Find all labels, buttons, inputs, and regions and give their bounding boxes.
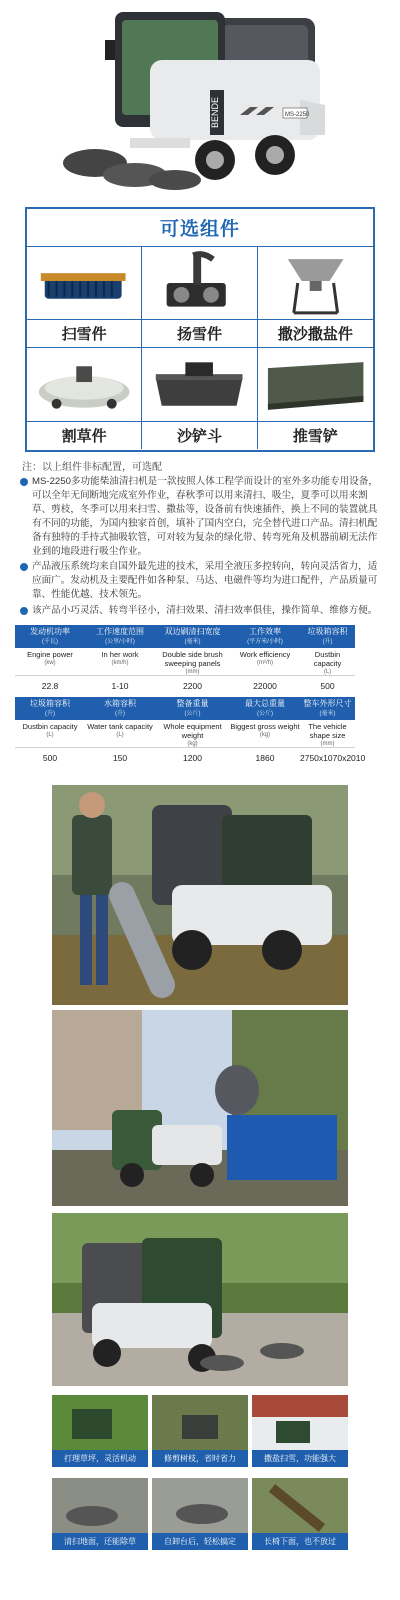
spec-header-cell: 垃圾箱容积 (升) <box>307 627 348 645</box>
thumb-caption: 长椅下面，也不放过 <box>252 1533 348 1550</box>
sweeping-photo <box>52 1213 348 1386</box>
bullet-dot-icon <box>20 607 28 615</box>
spec-header-cell: 工作效率 (平方米/小时) <box>247 627 283 645</box>
option-snow-plow[interactable] <box>258 348 373 449</box>
sand-bucket-icon <box>142 348 256 421</box>
spec-header-row <box>15 625 355 648</box>
spec-english-cell: Engine power (kw) <box>27 650 73 666</box>
spec-english-cell: The vehicle shape size (mm) <box>308 722 347 747</box>
sweeper-vehicle-illustration <box>0 0 400 200</box>
optional-components-panel <box>25 207 375 452</box>
paragraph-text: MS-2250多功能柴油清扫机是一款按照人体工程学而设计的室外多功能专用设备，可以全年无间断地完成室外作业，春秋季可以用来清扫、吸尘，夏季可以用来割草、剪枝，冬季可以用来扫雪、撒盐等，设备前有快速插件，换上不同的装置就具有不同的功能，为国内独家首创，填补了国内空白，完全替代进口产品。清扫机配备有独特的手持式抽吸软管，可对较为复杂的绿化带、转弯死角及机器前刷无法作业到的地段进行吸尘作业。 <box>32 476 378 557</box>
option-sand-bucket[interactable] <box>142 348 257 449</box>
feature-thumb <box>52 1395 148 1467</box>
spec-header-cell: 垃圾箱容积 (升) <box>30 699 70 717</box>
option-snow-blower[interactable] <box>142 247 257 348</box>
thumb-caption: 清扫地面，还能除草 <box>52 1533 148 1550</box>
spec-header-cell: 整备重量 (公斤) <box>176 699 209 717</box>
spec-value: 22.8 <box>41 681 59 691</box>
option-snow-brush[interactable] <box>27 247 142 348</box>
spec-header-cell: 整车外形尺寸 (毫米) <box>303 699 352 717</box>
hero-machine-image <box>0 0 400 200</box>
thumb-caption: 打理草坪，灵活机动 <box>52 1450 148 1467</box>
spec-value-row <box>15 676 355 696</box>
spec-value: 2200 <box>183 681 202 691</box>
options-title: 可选组件 <box>27 209 373 247</box>
feature-thumb <box>152 1478 248 1550</box>
spec-header-cell: 双边刷清扫宽度 (毫米) <box>164 627 221 645</box>
option-label: 推雪铲 <box>258 421 373 449</box>
feature-thumb <box>52 1478 148 1550</box>
spec-value: 1200 <box>183 753 202 763</box>
spec-table-2 <box>15 697 366 768</box>
snow-plow-icon <box>258 348 373 421</box>
description-paragraph <box>20 604 380 618</box>
snow-blower-icon <box>142 247 256 320</box>
spec-value: 1860 <box>255 753 275 763</box>
salt-spreader-icon <box>258 247 373 320</box>
spec-header-cell: 水箱容积 (升) <box>104 699 136 717</box>
option-label: 沙铲斗 <box>142 421 256 449</box>
spec-value: 22000 <box>253 681 277 691</box>
bullet-dot-icon <box>20 563 28 571</box>
spec-english-cell: Dustbin capacity (L) <box>22 722 78 738</box>
spec-english-cell: Whole equipment weight (kg) <box>163 722 222 747</box>
photo-sweeping <box>52 1213 348 1386</box>
spec-english-row <box>15 720 355 748</box>
snow-brush-icon <box>27 247 141 320</box>
option-label: 扫雪件 <box>27 319 141 347</box>
brand-label: BENDE <box>210 96 220 128</box>
photo-suction-hose <box>52 785 348 1005</box>
photo-dumping <box>52 1010 348 1206</box>
spec-english-cell: Double side brush sweeping panels (mm) <box>162 650 223 675</box>
operator-suction-photo <box>52 785 348 1005</box>
dumping-photo <box>52 1010 348 1206</box>
feature-thumb <box>252 1395 348 1467</box>
spec-value: 500 <box>320 681 335 691</box>
spec-header-cell: 发动机功率 (千瓦) <box>30 627 70 645</box>
bullet-dot-icon <box>20 478 28 486</box>
option-label: 撒沙撒盐件 <box>258 319 373 347</box>
thumb-caption: 修剪树枝，省时省力 <box>152 1450 248 1467</box>
option-salt-spreader[interactable] <box>258 247 373 348</box>
spec-value: 500 <box>42 753 58 763</box>
feature-thumb <box>252 1478 348 1550</box>
option-label: 扬雪件 <box>142 319 256 347</box>
option-lawn-mower[interactable] <box>27 348 142 449</box>
paragraph-text: 该产品小巧灵活、转弯半径小，清扫效果、清扫效率俱佳，操作简单、维修方便。 <box>32 605 378 616</box>
spec-english-row <box>15 648 355 676</box>
spec-value: 150 <box>112 753 128 763</box>
lawn-mower-icon <box>27 348 141 421</box>
spec-english-cell: Water tank capacity (L) <box>87 722 153 738</box>
spec-value-row <box>15 748 366 768</box>
feature-thumbnails-row-1 <box>52 1395 348 1467</box>
spec-english-cell: Work efficiency (m²/h) <box>239 650 291 666</box>
feature-thumbnails-row-2 <box>52 1478 348 1550</box>
thumb-caption: 自卸台后，轻松搞定 <box>152 1533 248 1550</box>
spec-header-cell: 工作速度范围 (公里/小时) <box>96 627 144 645</box>
spec-english-cell: Biggest gross weight (kg) <box>230 722 300 738</box>
description-paragraph <box>20 560 380 602</box>
option-label: 割草件 <box>27 421 141 449</box>
spec-table-1 <box>15 625 355 696</box>
thumb-caption: 撒盐扫雪，功能强大 <box>252 1450 348 1467</box>
spec-header-row <box>15 697 355 720</box>
spec-value: 2750x1070x2010 <box>300 753 366 763</box>
spec-english-cell: Dustbin capacity (L) <box>313 650 342 675</box>
model-badge: MS-2250 <box>285 112 310 118</box>
options-grid <box>27 247 373 449</box>
description-paragraph <box>20 475 380 559</box>
feature-thumb <box>152 1395 248 1467</box>
paragraph-text: 产品液压系统均来自国外最先进的技术，采用全液压多控转向，转向灵活省力，适应面广。发动机及主要配件如各种泵、马达、电磁件等均为进口配件，产品质量可靠、性能优越、技术领先。 <box>32 561 378 600</box>
spec-english-cell: In her work (km/h) <box>101 650 139 666</box>
spec-value: 1-10 <box>111 681 129 691</box>
spec-header-cell: 最大总重量 (公斤) <box>245 699 285 717</box>
options-note: 注：以上组件非标配置，可选配 <box>22 462 162 473</box>
